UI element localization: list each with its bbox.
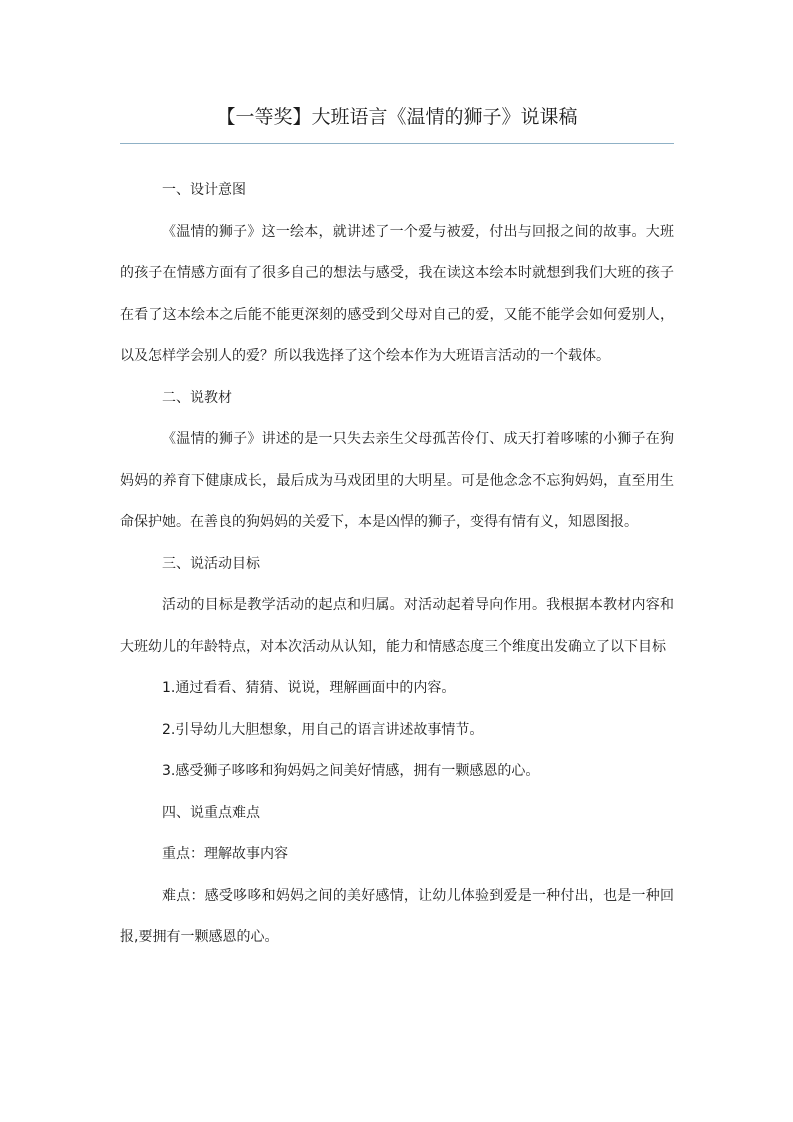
- paragraph-activity-goals: 活动的目标是教学活动的起点和归属。对活动起着导向作用。我根据本教材内容和大班幼儿的年龄特点，对本次活动从认知，能力和情感态度三个维度出发确立了以下目标: [120, 597, 674, 655]
- title-divider: [120, 143, 674, 144]
- goal-item-2: 2.引导幼儿大胆想象，用自己的语言讲述故事情节。: [162, 721, 484, 738]
- section-heading-teaching-material: 二、说教材: [162, 389, 232, 406]
- key-point: 重点：理解故事内容: [162, 846, 288, 862]
- document-title: 【一等奖】大班语言《温情的狮子》说课稿: [216, 106, 578, 128]
- document-body: [120, 170, 674, 959]
- section-heading-key-points: 四、说重点难点: [162, 804, 260, 821]
- goal-item-3: 3.感受狮子哆哆和狗妈妈之间美好情感，拥有一颗感恩的心。: [162, 763, 540, 779]
- section-heading-activity-goals: 三、说活动目标: [162, 555, 260, 572]
- paragraph-design-intent: 《温情的狮子》这一绘本，就讲述了一个爱与被爱，付出与回报之间的故事。大班的孩子在情感方面有了很多自己的想法与感受，我在读这本绘本时就想到我们大班的孩子在看了这本绘本之后能不能更深刻的感受到父母对自己的爱，又能不能学会如何爱别人，以及怎样学会别人的爱？所以我选择了这个绘本作为大班语言活动的一个载体。: [120, 223, 674, 364]
- goal-item-1: 1.通过看看、猜猜、说说，理解画面中的内容。: [162, 680, 456, 696]
- section-heading-design-intent: 一、设计意图: [162, 182, 246, 198]
- difficult-point: 难点：感受哆哆和妈妈之间的美好感情，让幼儿体验到爱是一种付出，也是一种回报,要拥有一颗感恩的心。: [120, 887, 674, 945]
- paragraph-teaching-material: 《温情的狮子》讲述的是一只失去亲生父母孤苦伶仃、成天打着哆嗦的小狮子在狗妈妈的养育下健康成长，最后成为马戏团里的大明星。可是他念念不忘狗妈妈，直至用生命保护她。在善良的狗妈妈的关爱下，本是凶悍的狮子，变得有情有义，知恩图报。: [120, 431, 674, 530]
